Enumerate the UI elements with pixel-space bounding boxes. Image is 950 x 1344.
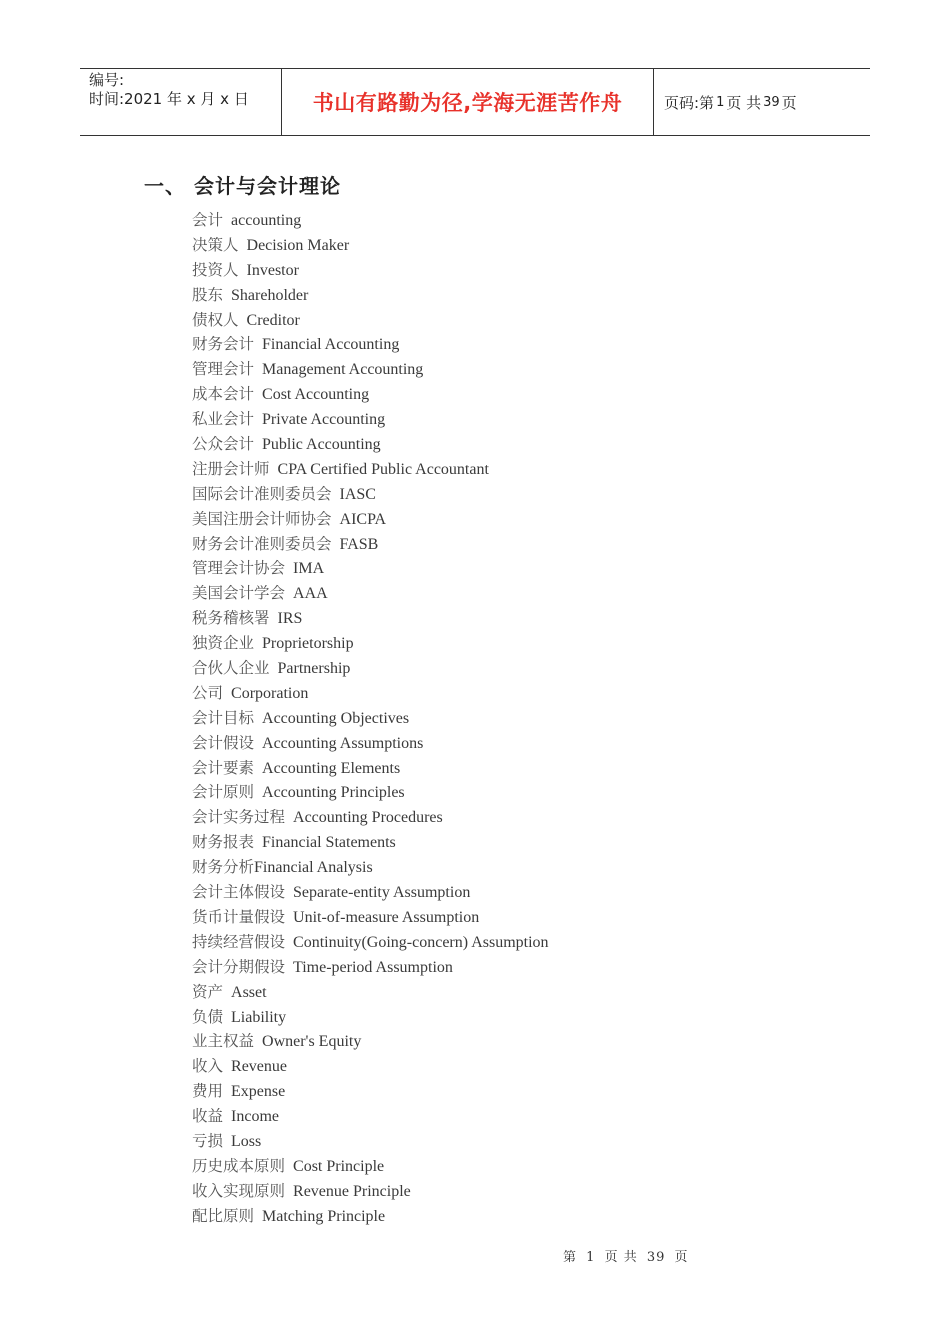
term-english: AICPA: [339, 510, 387, 528]
term-chinese: 会计主体假设: [192, 883, 286, 902]
term-chinese: 费用: [192, 1082, 224, 1101]
page-total: 39: [763, 94, 780, 110]
term-english: Investor: [246, 261, 299, 279]
term-item: [192, 556, 549, 581]
term-english: Accounting Objectives: [262, 709, 410, 727]
term-chinese: 管理会计: [192, 360, 255, 379]
term-item: [192, 1005, 549, 1030]
term-chinese: 亏损: [192, 1131, 224, 1150]
term-english: Corporation: [231, 684, 309, 702]
term-english: Creditor: [246, 311, 300, 329]
term-item: [192, 258, 549, 283]
term-item: [192, 432, 549, 457]
term-english: Revenue Principle: [293, 1182, 411, 1200]
page-number: 1: [716, 94, 725, 110]
term-item: [192, 756, 549, 781]
term-item: [192, 805, 549, 830]
term-item: [192, 482, 549, 507]
term-item: [192, 283, 549, 308]
term-chinese: 财务分析: [192, 858, 255, 877]
term-item: [192, 332, 549, 357]
term-chinese: 注册会计师: [192, 459, 270, 478]
term-chinese: 会计原则: [192, 783, 255, 802]
term-english: Separate-entity Assumption: [293, 884, 471, 902]
term-chinese: 税务稽核署: [192, 609, 270, 628]
term-item: [192, 631, 549, 656]
term-english: Accounting Principles: [262, 784, 405, 802]
term-english: FASB: [339, 535, 379, 553]
footer-page-number: 1: [586, 1250, 596, 1265]
term-item: [192, 1204, 549, 1229]
term-chinese: 会计实务过程: [192, 808, 286, 827]
term-english: IRS: [277, 610, 303, 628]
term-item: [192, 980, 549, 1005]
term-item: [192, 457, 549, 482]
term-item: [192, 955, 549, 980]
term-english: Accounting Elements: [262, 759, 401, 777]
term-english: IMA: [293, 560, 325, 578]
term-item: [192, 780, 549, 805]
footer-prefix: 第: [563, 1250, 578, 1265]
term-chinese: 财务报表: [192, 833, 255, 852]
page-footer: [563, 1246, 689, 1265]
term-chinese: 公众会计: [192, 435, 255, 454]
term-item: [192, 532, 549, 557]
term-english: Matching Principle: [262, 1207, 386, 1225]
term-chinese: 成本会计: [192, 385, 255, 404]
term-chinese: 配比原则: [192, 1206, 255, 1225]
term-item: [192, 656, 549, 681]
term-english: CPA Certified Public Accountant: [277, 460, 489, 478]
term-item: [192, 930, 549, 955]
term-english: Proprietorship: [262, 635, 354, 653]
term-chinese: 股东: [192, 285, 224, 304]
term-chinese: 资产: [192, 982, 224, 1001]
serial-label: 编号:: [89, 71, 125, 89]
term-chinese: 私业会计: [192, 410, 255, 429]
term-english: Time-period Assumption: [293, 958, 453, 976]
term-item: [192, 308, 549, 333]
term-english: Financial Statements: [262, 834, 396, 852]
term-chinese: 会计假设: [192, 733, 255, 752]
term-chinese: 合伙人企业: [192, 659, 270, 678]
term-chinese: 债权人: [192, 310, 239, 329]
term-english: Public Accounting: [262, 436, 381, 454]
term-english: Cost Principle: [293, 1157, 385, 1175]
term-item: [192, 1179, 549, 1204]
term-chinese: 收入实现原则: [192, 1181, 286, 1200]
term-chinese: 会计要素: [192, 758, 255, 777]
term-english: IASC: [339, 485, 376, 503]
term-item: [192, 357, 549, 382]
term-english: Management Accounting: [262, 361, 424, 379]
term-chinese: 投资人: [192, 260, 239, 279]
term-chinese: 会计目标: [192, 708, 255, 727]
term-english: Cost Accounting: [262, 386, 370, 404]
term-chinese: 国际会计准则委员会: [192, 484, 332, 503]
footer-page-total: 39: [646, 1250, 666, 1265]
page-mid-label: 页 共: [726, 93, 762, 112]
term-item: [192, 830, 549, 855]
term-item: [192, 382, 549, 407]
term-english: Asset: [231, 983, 267, 1001]
term-english: Expense: [231, 1083, 286, 1101]
term-item: [192, 1029, 549, 1054]
term-item: [192, 905, 549, 930]
date-label: 时间:2021 年 x 月 x 日: [89, 90, 249, 108]
term-chinese: 决策人: [192, 235, 239, 254]
term-list: [192, 208, 549, 1229]
term-item: [192, 606, 549, 631]
term-item: [192, 880, 549, 905]
term-chinese: 管理会计协会: [192, 559, 286, 578]
term-english: Financial Accounting: [262, 336, 400, 354]
term-english: Loss: [231, 1132, 262, 1150]
term-english: Income: [231, 1108, 279, 1126]
header-page-info: [654, 69, 870, 135]
term-english: accounting: [231, 212, 302, 229]
term-item: [192, 1104, 549, 1129]
term-english: AAA: [293, 585, 328, 603]
term-item: [192, 233, 549, 258]
term-chinese: 会计: [192, 211, 224, 229]
page-label: 页码:第: [664, 93, 715, 112]
term-chinese: 业主权益: [192, 1032, 255, 1051]
term-chinese: 公司: [192, 683, 224, 702]
footer-suffix: 页: [674, 1250, 689, 1265]
section-title: 一、 会计与会计理论: [144, 174, 341, 198]
term-chinese: 货币计量假设: [192, 907, 286, 926]
term-english: Partnership: [277, 660, 351, 678]
term-item: [192, 681, 549, 706]
term-english: Private Accounting: [262, 411, 386, 429]
term-english: Continuity(Going-concern) Assumption: [293, 933, 549, 951]
term-chinese: 历史成本原则: [192, 1156, 286, 1175]
term-item: [192, 1129, 549, 1154]
term-english: Financial Analysis: [254, 859, 373, 877]
term-chinese: 会计分期假设: [192, 957, 286, 976]
term-chinese: 负债: [192, 1007, 224, 1026]
term-item: [192, 581, 549, 606]
term-english: Shareholder: [231, 286, 309, 304]
term-item: [192, 1054, 549, 1079]
term-chinese: 财务会计准则委员会: [192, 534, 332, 553]
term-item: [192, 1079, 549, 1104]
term-item: [192, 855, 549, 880]
page-end-label: 页: [781, 93, 797, 112]
term-english: Liability: [231, 1008, 287, 1026]
header-meta: [80, 69, 281, 135]
header-motto: 书山有路勤为径,学海无涯苦作舟: [281, 69, 654, 135]
term-english: Accounting Assumptions: [262, 734, 424, 752]
term-english: Revenue: [231, 1058, 287, 1076]
term-chinese: 财务会计: [192, 335, 255, 354]
term-item: [192, 1154, 549, 1179]
term-english: Decision Maker: [246, 236, 350, 254]
page-header: [80, 68, 870, 136]
term-item: [192, 407, 549, 432]
term-chinese: 美国会计学会: [192, 584, 286, 603]
term-chinese: 美国注册会计师协会: [192, 509, 332, 528]
term-item: [192, 706, 549, 731]
term-item: [192, 731, 549, 756]
term-chinese: 收入: [192, 1057, 224, 1076]
term-item: [192, 208, 549, 233]
term-english: Owner's Equity: [262, 1033, 362, 1051]
term-english: Unit-of-measure Assumption: [293, 908, 480, 926]
footer-mid: 页 共: [604, 1250, 638, 1265]
term-chinese: 收益: [192, 1107, 224, 1126]
term-english: Accounting Procedures: [293, 809, 443, 827]
term-chinese: 持续经营假设: [192, 932, 286, 951]
term-chinese: 独资企业: [192, 634, 255, 653]
term-item: [192, 507, 549, 532]
